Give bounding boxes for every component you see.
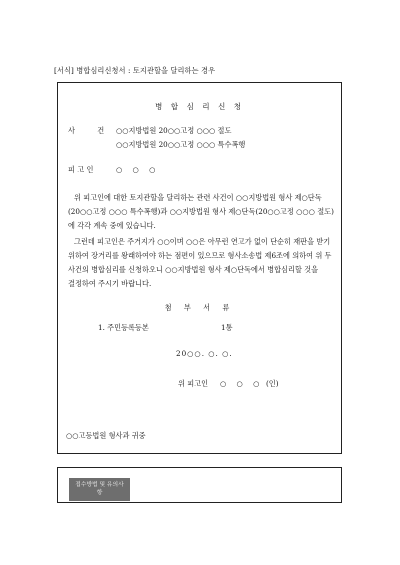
filing-notice-button[interactable]: 접수방법 및 유의사항 bbox=[69, 478, 130, 501]
attachments-title: 첨 부 서 류 bbox=[164, 303, 235, 312]
defendant-label: 피 고 인 bbox=[68, 165, 94, 174]
signer-label: 위 피고인 bbox=[178, 379, 209, 388]
notice-section bbox=[57, 467, 342, 503]
case-label: 사 건 bbox=[68, 126, 115, 135]
filing-date: 20○○. ○. ○. bbox=[176, 349, 233, 358]
attachment-item: 1. 주민등록등본 bbox=[98, 323, 149, 332]
body-paragraph-2: 그런데 피고인은 주거지가 ○○이며 ○○은 아무런 연고가 없이 단순히 재판을 받기 위하여 장거리를 왕래하여야 하는 점편이 있으므로 형사소송법 제6조에 의하여 위 두 사건의 병합심리를 신청하오니 ○○지방법원 형사 제○단독에서 병합심리할 것을 결정하여 주시기 바랍니다. bbox=[68, 237, 332, 288]
signer-name: ○ ○ ○ bbox=[220, 379, 264, 388]
form-caption: [서식] 병합심리신청서 : 토지관할을 달리하는 경우 bbox=[54, 66, 216, 75]
application-form bbox=[57, 82, 342, 454]
case-line-2: ○○지방법원 20○○고정 ○○○ 특수폭행 bbox=[116, 140, 246, 149]
attachment-quantity: 1통 bbox=[221, 323, 233, 332]
case-line-1: ○○지방법원 20○○고정 ○○○ 절도 bbox=[116, 126, 232, 135]
seal-mark: (인) bbox=[266, 379, 279, 388]
body-paragraph-1: 위 피고인에 대한 토지관할을 달리하는 관련 사건이 ○○지방법원 형사 제○단독(20○○고정 ○○○ 특수폭행)과 ○○지방법원 형사 제○단독(20○○고정 ○○○ 절도)에 각각 계속 중에 있습니다. bbox=[68, 193, 334, 230]
form-title: 병 합 심 리 신 청 bbox=[154, 102, 245, 111]
addressee: ○○고등법원 형사과 귀중 bbox=[66, 431, 146, 440]
defendant-name: ○ ○ ○ bbox=[116, 165, 160, 174]
